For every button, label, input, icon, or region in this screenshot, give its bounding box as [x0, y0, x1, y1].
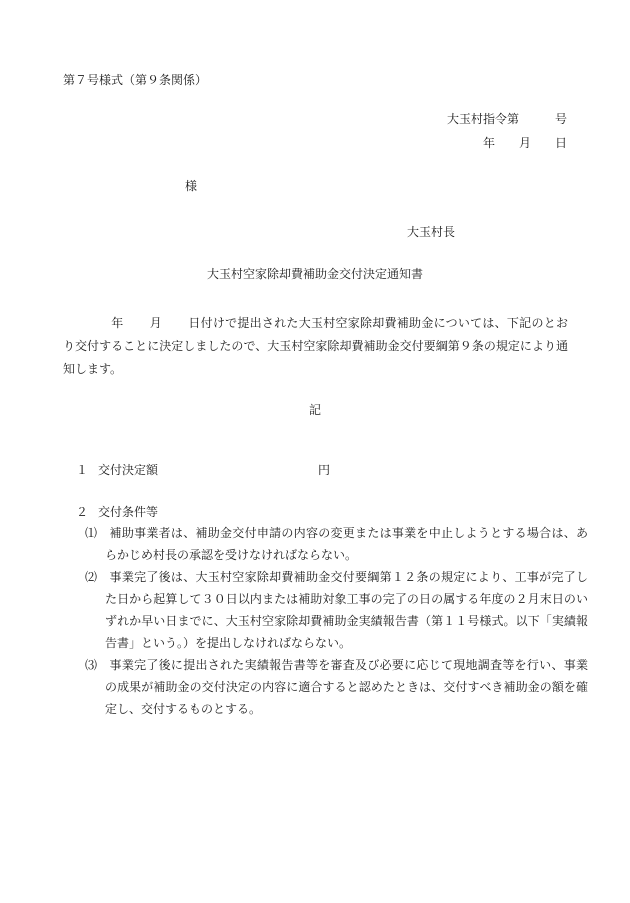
date-month: 月 [518, 136, 531, 150]
item-conditions [76, 506, 158, 518]
item-label: 交付決定額 [98, 463, 159, 477]
form-label: 第７号様式（第９条関係） [63, 73, 208, 87]
issue-date [483, 137, 567, 149]
condition-2: ⑵ 事業完了後は、大玉村空家除却費補助金交付要綱第１２条の規定により、工事が完了した日から起算して３０日以内または補助対象工事の完了の日の属する年度の２月末日のいずれか早い日までに、大玉村空家除却費補助金実績報告書（第１１号様式。以下「実績報告書」という。）を提出しなければならない。 [85, 570, 588, 650]
document-number [447, 113, 567, 125]
document-number-prefix: 大玉村指令第 [446, 112, 519, 126]
document-number-suffix: 号 [554, 112, 567, 126]
document-title: 大玉村空家除却費補助金交付決定通知書 [206, 267, 423, 281]
date-day: 日 [554, 136, 567, 150]
condition-1: ⑴ 補助事業者は、補助金交付申請の内容の変更または事業を中止しようとする場合は、あらかじめ村長の承認を受けなければならない。 [85, 526, 588, 562]
item-number: １ [76, 463, 89, 477]
sender: 大玉村長 [407, 225, 456, 239]
amount-unit: 円 [318, 463, 331, 477]
body-month: 月 [149, 316, 163, 330]
addressee-honorific: 様 [185, 179, 198, 193]
ki-heading: 記 [308, 403, 321, 417]
item-label: 交付条件等 [98, 505, 159, 519]
date-year: 年 [482, 136, 495, 150]
body-paragraph [63, 312, 568, 381]
body-year: 年 [111, 316, 124, 330]
body-text: 日付けで提出された大玉村空家除却費補助金については、下記のとおり交付することに決定しましたので、大玉村空家除却費補助金交付要綱第９条の規定により通知します。 [63, 316, 568, 376]
item-grant-amount [76, 464, 330, 476]
condition-3: ⑶ 事業完了後に提出された実績報告書等を審査及び必要に応じて現地調査等を行い、事業の成果が補助金の交付決定の内容に適合すると認めたときは、交付すべき補助金の額を確定し、交付するものとする。 [85, 658, 588, 716]
item-number: ２ [76, 505, 89, 519]
